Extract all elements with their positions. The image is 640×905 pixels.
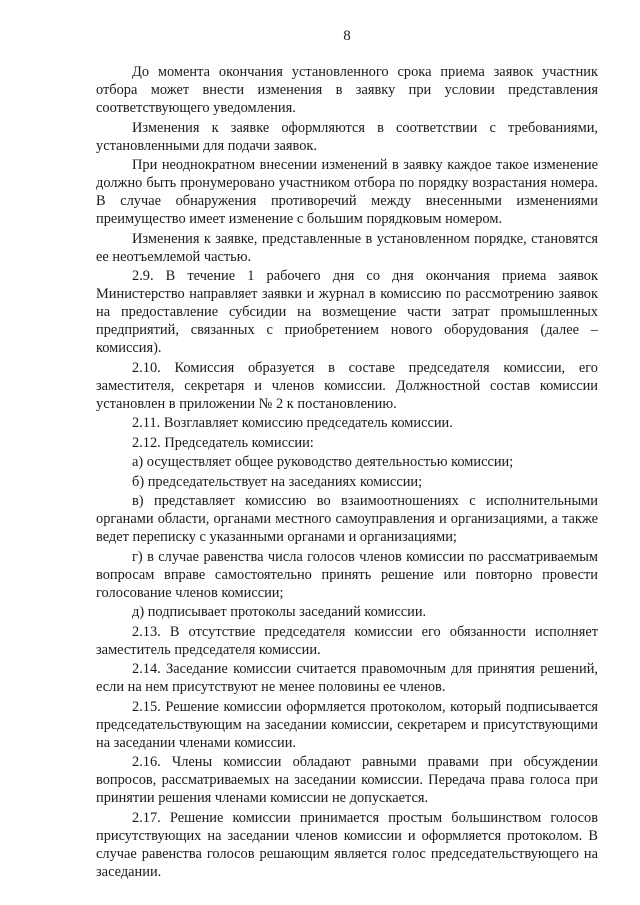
paragraph-changes-format: Изменения к заявке оформляются в соответствии с требованиями, установленными для подачи заявок. xyxy=(96,119,598,154)
paragraph-changes-numbering: При неоднократном внесении изменений в заявку каждое такое изменение должно быть пронумеровано участником отбора по порядку возрастания номера. В случае обнаружения противоречий между внесенными изменениями преимущество имеет изменение с большим порядковым номером. xyxy=(96,157,598,227)
paragraph-2-10: 2.10. Комиссия образуется в составе председателя комиссии, его заместителя, секретаря и членов комиссии. Должностной состав комиссии установлен в приложении № 2 к постановлению. xyxy=(96,359,598,412)
paragraph-2-12-a: а) осуществляет общее руководство деятельностью комиссии; xyxy=(132,454,514,470)
paragraph-2-11: 2.11. Возглавляет комиссию председатель комиссии. xyxy=(132,415,453,431)
paragraph-2-12: 2.12. Председатель комиссии: xyxy=(132,434,314,451)
paragraph-changes-deadline: До момента окончания установленного срока приема заявок участник отбора может внести изменения в заявку при условии представления соответствующего уведомления. xyxy=(96,64,598,116)
paragraph-2-15: 2.15. Решение комиссии оформляется протоколом, который подписывается председательствующим на заседании комиссии, секретарем и присутствующими на заседании членами комиссии. xyxy=(96,698,598,751)
paragraph-2-9: 2.9. В течение 1 рабочего дня со дня окончания приема заявок Министерство направляет заявки и журнал в комиссию по рассмотрению заявок на предоставление субсидии на возмещение части затрат промышленных предприятий, связанных с приобретением нового оборудования (далее – комиссия). xyxy=(96,268,598,356)
paragraph-2-12-b: б) председательствует на заседаниях комиссии; xyxy=(132,473,423,490)
paragraph-2-16: 2.16. Члены комиссии обладают равными правами при обсуждении вопросов, рассматриваемых на заседании комиссии. Передача права голоса при принятии решения членами комиссии не допускается. xyxy=(96,754,598,806)
paragraph-2-13: 2.13. В отсутствие председателя комиссии его обязанности исполняет заместитель председателя комиссии. xyxy=(96,623,598,658)
page-number: 8 xyxy=(343,28,351,44)
paragraph-changes-integral: Изменения к заявке, представленные в установленном порядке, становятся ее неотъемлемой частью. xyxy=(96,230,598,265)
paragraph-2-17: 2.17. Решение комиссии принимается простым большинством голосов присутствующих на заседании членов комиссии и оформляется протоколом. В случае равенства голосов решающим является голос председательствующего на заседании. xyxy=(96,809,598,880)
paragraph-2-12-v: в) представляет комиссию во взаимоотношениях с исполнительными органами области, органами местного самоуправления и организациями, а также ведет переписку с указанными органами и организациями; xyxy=(96,493,598,545)
paragraph-2-12-g: г) в случае равенства числа голосов членов комиссии по рассматриваемым вопросам вправе самостоятельно принять решение или повторно провести голосование членов комиссии; xyxy=(96,548,598,601)
paragraph-2-14: 2.14. Заседание комиссии считается правомочным для принятия решений, если на нем присутствуют не менее половины ее членов. xyxy=(96,661,598,695)
paragraph-2-12-d: д) подписывает протоколы заседаний комиссии. xyxy=(132,604,427,620)
document-page xyxy=(96,26,598,882)
